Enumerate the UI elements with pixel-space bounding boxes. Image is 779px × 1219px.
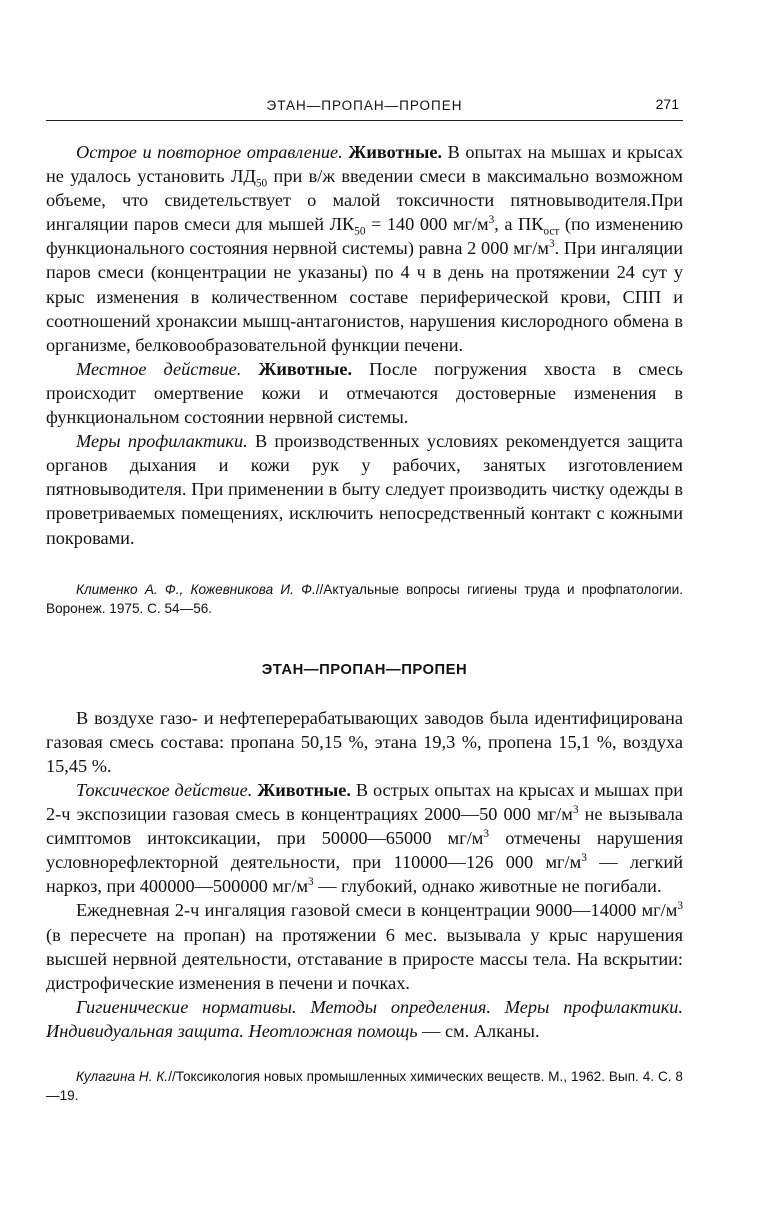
subject-label: Животные. [257, 779, 351, 800]
paragraph-heading: Токсическое действие. [76, 779, 253, 800]
chronic-inhalation-paragraph: Ежедневная 2-ч ингаляция газовой смеси в концентрации 9000—14000 $мг/м^3$ (в пересчете на пропан) на протяжении 6 мес. вызывала у крыс нарушения высшей нервной деятельности, отставание в приросте массы тела. На вскрытии: дистрофические изменения в печени и почках. [46, 900, 683, 993]
composition-paragraph: В воздухе газо- и нефтеперерабатывающих заводов была идентифицирована газовая смесь состава: пропана 50,15 %, этана 19,3 %, пропена 15,1 %, воздуха 15,45 %. [46, 707, 683, 776]
reference-text: //Актуальные вопросы гигиены труда и профпатологии. Воронеж. 1975. С. 54—56. [46, 581, 683, 616]
running-head [46, 96, 683, 121]
toxic-action-paragraph: Токсическое действие. Животные. В острых опытах на крысах и мышах при 2-ч экспозиции газовая смесь в концентрациях 2000—50 000 $мг/м^3$ не вызывала симптомов интоксикации, при 50000—65000 $мг/м^3$ отмечены нарушения условнорефлекторной деятельности, при 110000—126 000 $мг/м^3$ — легкий наркоз, при 400000—500000 $мг/м^3$ — глубокий, однако животные не погибали. [46, 779, 684, 897]
prevention-paragraph: Меры профилактики. В производственных условиях рекомендуется защита органов дыхания и кожи рук у рабочих, занятых изготовлением пятновыводителя. При применении в быту следует производить чистку одежды в проветриваемых помещениях, исключить непосредственный контакт с кожными покровами. [46, 431, 684, 548]
page-body [46, 140, 683, 1105]
reference-1 [46, 580, 683, 618]
subject-label: Животные. [348, 142, 443, 162]
reference-authors: Клименко А. Ф., Кожевникова И. Ф. [76, 581, 316, 597]
paragraph-heading: Меры профилактики. [76, 431, 248, 452]
acute-poisoning-paragraph: Острое и повторное отравление. Животные. В опытах на мышах и крысах не удалось установить $ЛД_{50}$ при в/ж введении смеси в максимально возможном объеме, что свидетельствует о малой токсичности пятновыводителя.При ингаляции паров смеси для мышей $ЛК_{50} = 140$ 000 $мг/м^3$, а $ПК_{ост}$ (по изменению функционального состояния нервной системы) равна 2 000 $мг/м^3$. При ингаляции паров смеси (концентрации не указаны) по 4 ч в день на протяжении 24 сут у крыс изменения в количественном составе периферической крови, СПП и соотношений хронаксии мышц-антагонистов, нарушения кислородного обмена в организме, белковообразовательной функции печени. [46, 142, 684, 355]
reference-2 [46, 1067, 683, 1105]
local-action-paragraph: Местное действие. Животные. После погружения хвоста в смесь происходит омертвение кожи и отмечаются достоверные изменения в функциональном состоянии нервной системы. [46, 358, 683, 428]
cross-reference-paragraph: Гигиенические нормативы. Методы определения. Меры профилактики. Индивидуальная защита. Неотложная помощь — см. Алканы. [46, 996, 683, 1041]
paragraph-heading: Гигиенические нормативы. Методы определения. Меры профилактики. Индивидуальная защита. Неотложная помощь [46, 996, 683, 1041]
section-title: ЭТАН—ПРОПАН—ПРОПЕН [261, 661, 468, 678]
reference-authors: Кулагина Н. К. [76, 1069, 169, 1084]
reference-text: //Токсикология новых промышленных химических веществ. М., 1962. Вып. 4. С. 8—19. [46, 1069, 683, 1103]
running-title: ЭТАН—ПРОПАН—ПРОПЕН [266, 98, 463, 113]
paragraph-heading: Местное действие. [76, 358, 242, 379]
subject-label: Животные. [258, 358, 353, 379]
paragraph-heading: Острое и повторное отравление. [76, 142, 343, 162]
page-number: 271 [655, 96, 679, 112]
